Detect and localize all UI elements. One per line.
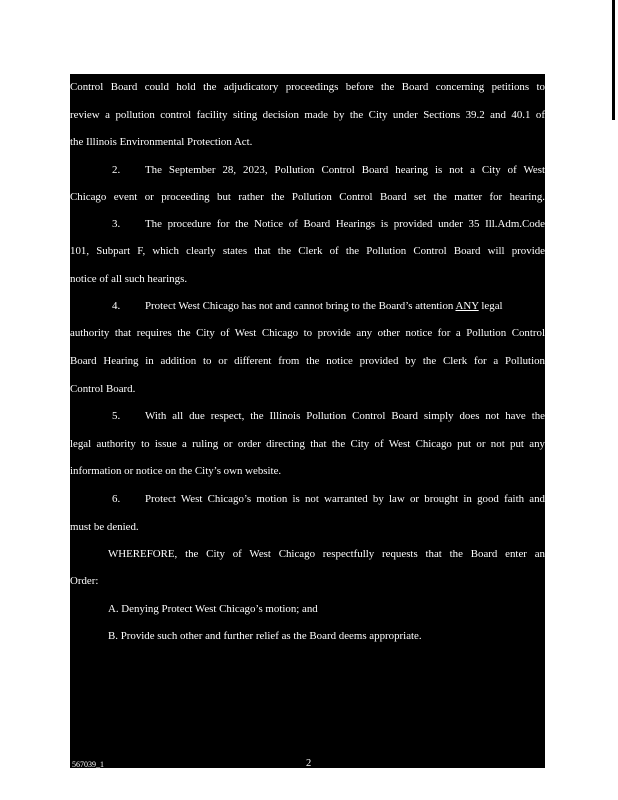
document-page-body <box>70 74 545 768</box>
text-line: must be denied. <box>70 521 139 533</box>
text-line: Chicago event or proceeding but rather the Pollution Control Board set the matter for hearing. <box>70 191 545 203</box>
text-line: authority that requires the City of West Chicago to provide any other notice for a Pollution Control <box>70 327 545 339</box>
text-line: the Illinois Environmental Protection Act. <box>70 136 253 148</box>
relief-item-b: B. Provide such other and further relief as the Board deems appropriate. <box>108 630 422 642</box>
text-line: review a pollution control facility siting decision made by the City under Sections 39.2 and 40.1 of <box>70 109 545 121</box>
relief-item-a: A. Denying Protect West Chicago’s motion; and <box>108 603 318 615</box>
paragraph-3-line <box>112 215 545 233</box>
paragraph-5-line <box>112 407 545 425</box>
text-line: 101, Subpart F, which clearly states that the Clerk of the Pollution Control Board will provide <box>70 245 545 257</box>
emphasized-word: ANY <box>455 300 479 312</box>
text-line: notice of all such hearings. <box>70 273 188 285</box>
text-line: Control Board could hold the adjudicatory proceedings before the Board concerning petitions to <box>70 81 545 93</box>
paragraph-number: 6. <box>112 493 121 505</box>
paragraph-number: 4. <box>112 300 121 312</box>
paragraph-2-line <box>112 161 545 179</box>
text-line: legal authority to issue a ruling or order directing that the City of West Chicago put or not put any <box>70 438 545 450</box>
text-line: Control Board. <box>70 383 136 395</box>
paragraph-6-line <box>112 490 545 508</box>
wherefore-line: WHEREFORE, the City of West Chicago respectfully requests that the Board enter an <box>108 548 545 560</box>
paragraph-text: The September 28, 2023, Pollution Control Board hearing is not a City of West <box>145 164 545 176</box>
paragraph-text: Protect West Chicago’s motion is not warranted by law or brought in good faith and <box>145 493 545 505</box>
paragraph-text: With all due respect, the Illinois Pollution Control Board simply does not have the <box>145 410 545 422</box>
page-number: 2 <box>306 758 312 769</box>
footer-document-code: 567039_1 <box>72 760 104 769</box>
paragraph-number: 3. <box>112 218 121 230</box>
text-line: information or notice on the City’s own website. <box>70 465 282 477</box>
scan-edge-mark <box>612 0 615 120</box>
paragraph-text: The procedure for the Notice of Board Hearings is provided under 35 Ill.Adm.Code <box>145 218 545 230</box>
text-line: Board Hearing in addition to or different from the notice provided by the Clerk for a Pollution <box>70 355 545 367</box>
paragraph-4-line <box>112 297 545 315</box>
paragraph-text: Protect West Chicago has not and cannot bring to the Board’s attention <box>145 300 456 312</box>
paragraph-number: 2. <box>112 164 121 176</box>
text-line: Order: <box>70 575 99 587</box>
paragraph-text-end: legal <box>478 300 503 312</box>
paragraph-number: 5. <box>112 410 121 422</box>
